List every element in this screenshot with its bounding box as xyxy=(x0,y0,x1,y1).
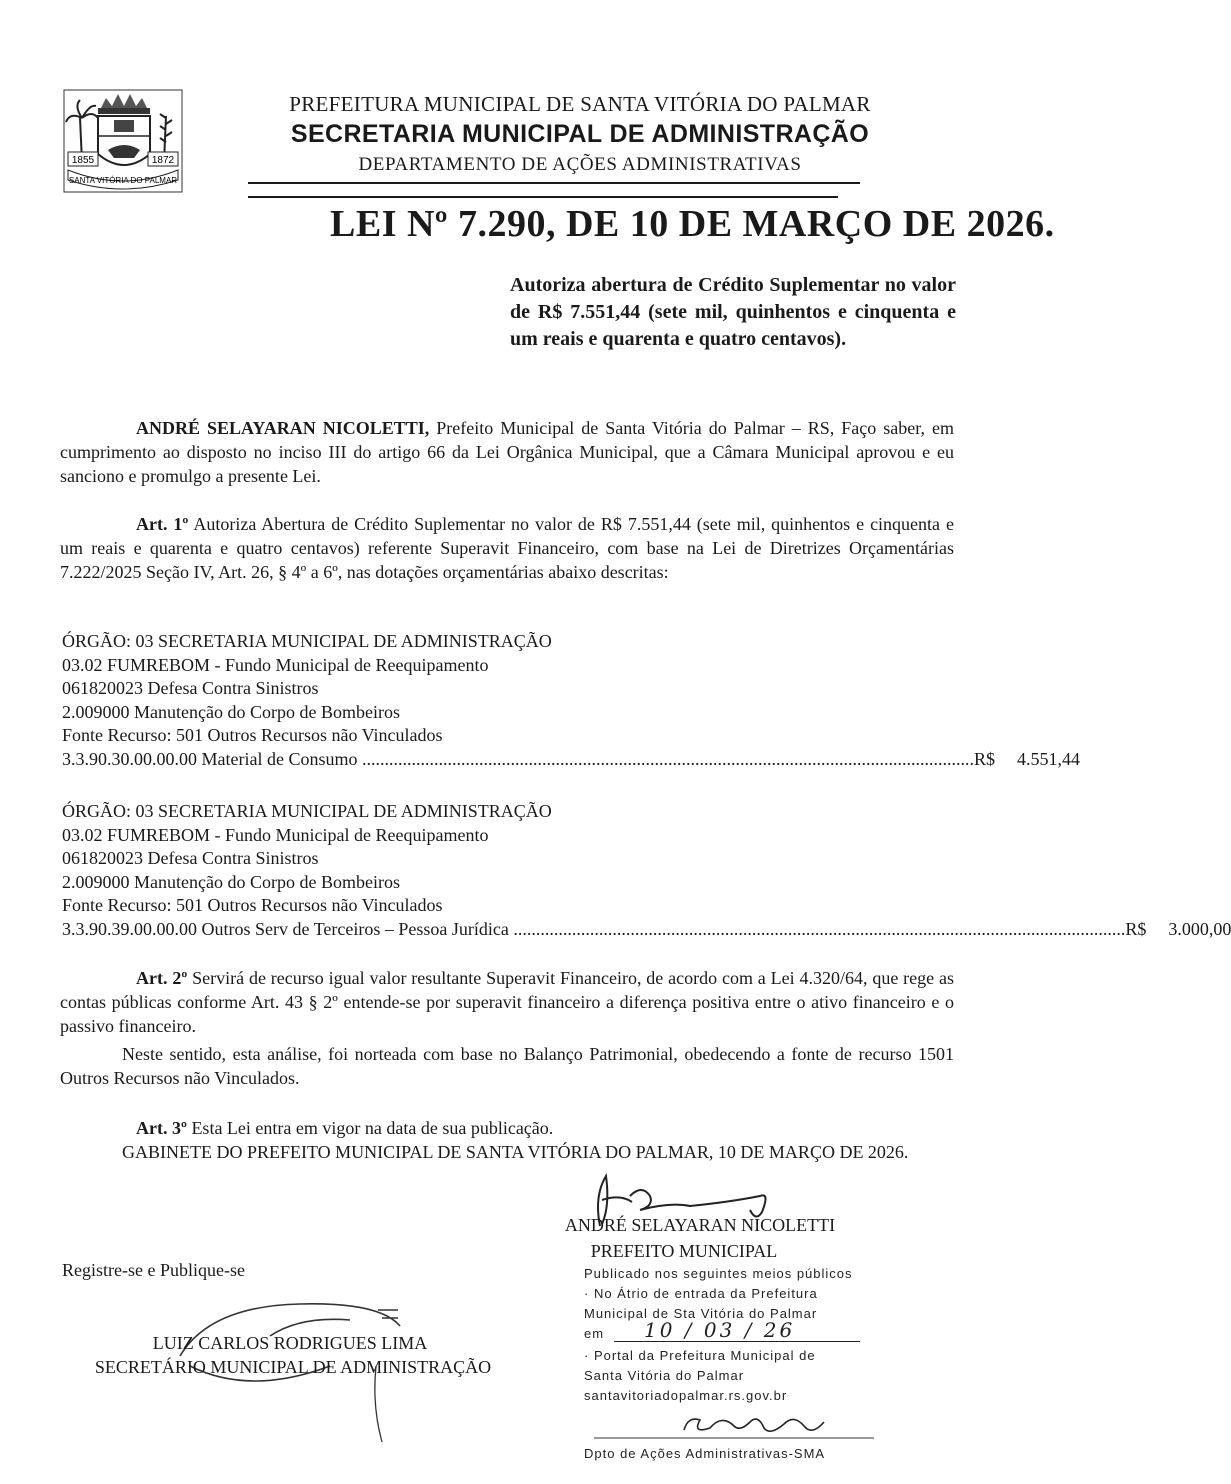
preamble-text: Prefeito Municipal de Santa Vitória do Palmar – RS, Faço saber, em cumprimento ao disposto no inciso III do artigo 66 da Lei Orgânica Municipal, que a Câmara Municipal aprovou e eu sanciono e promulgo a presente Lei. xyxy=(60,418,954,486)
stamp-footer: Dpto de Ações Administrativas-SMA xyxy=(584,1446,826,1461)
block-1-line: 2.009000 Manutenção do Corpo de Bombeiros xyxy=(62,701,400,722)
stamp-line-6: Santa Vitória do Palmar xyxy=(584,1368,745,1383)
mayor-signature-name: ANDRÉ SELAYARAN NICOLETTI xyxy=(564,1215,836,1235)
stamp-line-5: · Portal da Prefeitura Municipal de xyxy=(584,1348,816,1363)
block-1-line: ÓRGÃO: 03 SECRETARIA MUNICIPAL DE ADMINISTRAÇÃO xyxy=(62,631,552,651)
stamp-date: 10 / 03 / 26 xyxy=(644,1318,796,1342)
block-1-currency: R$ xyxy=(973,748,995,769)
publication-stamp xyxy=(584,1264,880,1464)
article-3-text: Esta Lei entra em vigor na data de sua publicação. xyxy=(186,1118,554,1138)
block-2-item-row xyxy=(62,918,1231,942)
article-2-text: Servirá de recurso igual valor resultante Superavit Financeiro, de acordo com a Lei 4.320/64, que rege as contas públicas conforme Art. 43 § 2º entende-se por superavit financeiro a diferença positiva entre o ativo financeiro e o passivo financeiro. xyxy=(60,968,954,1036)
secretary-signature-role: SECRETÁRIO MUNICIPAL DE ADMINISTRAÇÃO xyxy=(94,1357,492,1377)
leader-dots: ........................................................................................................................................ xyxy=(508,918,1126,939)
budget-block-1 xyxy=(62,630,1080,771)
block-1-line: 061820023 Defesa Contra Sinistros xyxy=(62,678,319,698)
block-1-item-row xyxy=(62,748,1080,772)
article-2 xyxy=(60,966,954,1038)
stamp-date-row xyxy=(584,1318,880,1346)
crest-motto: SANTA VITÓRIA DO PALMAR xyxy=(68,176,178,185)
article-2-paragraph: Neste sentido, esta análise, foi norteada com base no Balanço Patrimonial, obedecendo a fonte de recurso 1501 Outros Recursos não Vinculados. xyxy=(60,1044,954,1088)
stamp-signature-scribble xyxy=(584,1406,880,1442)
block-2-line: Fonte Recurso: 501 Outros Recursos não Vinculados xyxy=(62,895,443,915)
block-1-item: 3.3.90.30.00.00.00 Material de Consumo xyxy=(62,748,358,769)
law-summary: Autoriza abertura de Crédito Suplementar no valor de R$ 7.551,44 (sete mil, quinhentos e cinquenta e um reais e quarenta e quatro centavos). xyxy=(510,274,956,350)
header-prefeitura: PREFEITURA MUNICIPAL DE SANTA VITÓRIA DO PALMAR xyxy=(289,92,871,116)
crest-year-right: 1872 xyxy=(151,155,175,166)
block-1-line: 03.02 FUMREBOM - Fundo Municipal de Reequipamento xyxy=(62,654,489,675)
stamp-line-3: Municipal de Sta Vitória do Palmar xyxy=(584,1306,818,1321)
header-rule-top xyxy=(248,182,860,184)
stamp-line-1: Publicado nos seguintes meios públicos xyxy=(584,1266,853,1281)
registre-publique: Registre-se e Publique-se xyxy=(62,1260,245,1280)
mayor-name: ANDRÉ SELAYARAN NICOLETTI, xyxy=(136,418,430,438)
article-1 xyxy=(60,512,954,584)
mayor-signature-role: PREFEITO MUNICIPAL xyxy=(590,1241,778,1261)
preamble xyxy=(60,416,954,488)
leader-dots: ........................................................................................................................................ xyxy=(357,748,974,769)
stamp-line-7: santavitoriadopalmar.rs.gov.br xyxy=(584,1388,788,1403)
block-2-line: 2.009000 Manutenção do Corpo de Bombeiros xyxy=(62,871,400,892)
article-3-label: Art. 3º xyxy=(136,1118,187,1138)
article-1-text: Autoriza Abertura de Crédito Suplementar no valor de R$ 7.551,44 (sete mil, quinhentos e cinquenta e um reais e quarenta e quatro centavos) referente Superavit Financeiro, com base na Lei de Diretrizes Orçamentárias 7.222/2025 Seção IV, Art. 26, § 4º a 6º, nas dotações orçamentárias abaixo descritas: xyxy=(60,514,954,582)
stamp-date-prefix: em xyxy=(584,1326,605,1341)
article-2-label: Art. 2º xyxy=(136,968,188,988)
crest-year-left: 1855 xyxy=(71,155,95,166)
block-2-item: 3.3.90.39.00.00.00 Outros Serv de Terceiros – Pessoa Jurídica xyxy=(62,918,509,939)
article-1-label: Art. 1º xyxy=(136,514,189,534)
block-1-line: Fonte Recurso: 501 Outros Recursos não Vinculados xyxy=(62,725,443,745)
municipal-crest xyxy=(62,88,184,194)
law-title: LEI Nº 7.290, DE 10 DE MARÇO DE 2026. xyxy=(330,203,1055,245)
block-2-line: 03.02 FUMREBOM - Fundo Municipal de Reequipamento xyxy=(62,824,489,845)
block-2-line: ÓRGÃO: 03 SECRETARIA MUNICIPAL DE ADMINISTRAÇÃO xyxy=(62,801,552,821)
stamp-line-2: · No Átrio de entrada da Prefeitura xyxy=(584,1286,818,1301)
header-secretaria: SECRETARIA MUNICIPAL DE ADMINISTRAÇÃO xyxy=(290,120,870,148)
block-2-currency: R$ xyxy=(1125,918,1147,939)
block-1-amount: 4.551,44 xyxy=(1017,748,1080,769)
budget-block-2 xyxy=(62,800,1231,941)
gabinete-line: GABINETE DO PREFEITO MUNICIPAL DE SANTA VITÓRIA DO PALMAR, 10 DE MARÇO DE 2026. xyxy=(122,1142,909,1162)
header-rule-bottom xyxy=(248,196,838,198)
article-3 xyxy=(60,1116,954,1140)
secretary-signature-name: LUIZ CARLOS RODRIGUES LIMA xyxy=(152,1333,428,1353)
block-2-amount: 3.000,00 xyxy=(1168,918,1231,939)
block-2-line: 061820023 Defesa Contra Sinistros xyxy=(62,848,319,868)
header-departamento: DEPARTAMENTO DE AÇÕES ADMINISTRATIVAS xyxy=(358,154,802,175)
